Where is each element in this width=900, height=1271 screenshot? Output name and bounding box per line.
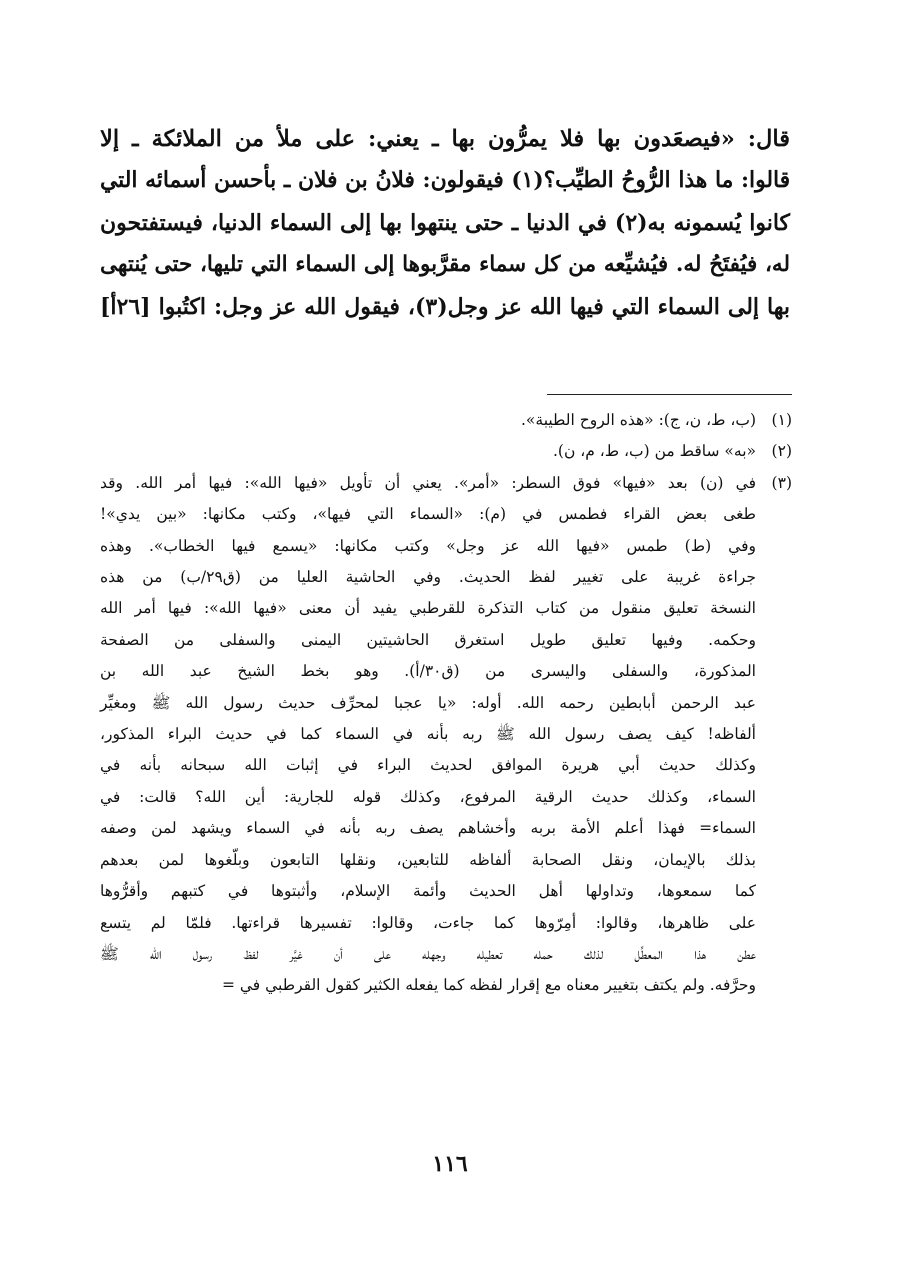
footnote-line: وفي (ط) طمس «فيها الله عز وجل» وكتب مكانها: «يسمع فيها الخطاب». وهذه <box>100 536 756 555</box>
footnote-line: (ب، ط، ن، ج): «هذه الروح الطيبة». <box>520 411 756 429</box>
footnote-line: المذكورة، والسفلى واليسرى من (ق٣٠/أ). وهو بخط الشيخ عبد الله بن <box>100 662 756 681</box>
footnote-line: عبد الرحمن أبابطين رحمه الله. أوله: «يا عجبا لمحرِّف حديث رسول الله ﷺ ومغيِّر <box>100 693 756 712</box>
main-text-line: قالوا: ما هذا الرُّوحُ الطيِّب؟(١) فيقولون: فلانُ بن فلان ـ بأحسن أسمائه التي <box>100 168 790 193</box>
main-text-line: بها إلى السماء التي فيها الله عز وجل(٣)، فيقول الله عز وجل: اكتُبوا [٢٦أ] <box>100 294 791 320</box>
footnote-number: (٢) <box>771 442 792 461</box>
footnote-1 <box>100 405 792 436</box>
footnote-divider <box>547 394 792 395</box>
footnote-number: (٣) <box>771 473 792 492</box>
footnote-line: عطن هذا المعطِّل لذلك حمله تعطيله وجهله على أن غيَّر لفظ رسول الله ﷺ <box>100 944 756 963</box>
footnote-line: السماء= فهذا أعلم الأمة بربه وأخشاهم يصف ربه بأنه في السماء ويشهد لمن وصفه <box>100 819 756 838</box>
footnote-line: وحرَّفه. ولم يكتف بتغيير معناه مع إقرار لفظه كما يفعله الكثير كقول القرطبي في = <box>221 976 756 995</box>
footnote-line: جراءة غريبة على تغيير لفظ الحديث. وفي الحاشية العليا من (ق٢٩/ب) من هذه <box>100 568 756 587</box>
footnote-line: وكذلك حديث أبي هريرة الموافق لحديث البراء في إثبات الله سبحانه بأنه في <box>100 756 756 775</box>
main-text-line: قال: «فيصعَدون بها فلا يمرُّون بها ـ يعني: على ملأ من الملائكة ـ إلا <box>100 126 790 152</box>
footnote-2 <box>100 436 792 467</box>
footnote-line: النسخة تعليق منقول من كتاب التذكرة للقرطبي يفيد أن معنى «فيها الله»: فيها أمر الله <box>100 599 756 618</box>
footnote-line: ألفاظه! كيف يصف رسول الله ﷺ ربه بأنه في السماء كما في حديث البراء المذكور، <box>100 725 756 744</box>
main-text-line: كانوا يُسمونه به(٢) في الدنيا ـ حتى ينتهوا بها إلى السماء الدنيا، فيستفتحون <box>100 210 790 236</box>
footnote-body <box>100 405 756 436</box>
footnote-number: (١) <box>771 411 792 429</box>
footnote-line: طغى بعض القراء فطمس في (م): «السماء التي فيها»، وكتب مكانها: «بين يدي»! <box>100 505 756 524</box>
footnote-body <box>100 468 756 1002</box>
footnote-line: السماء، وكذلك حديث الرقية المرفوع، وكذلك قوله للجارية: أين الله؟ قالت: في <box>100 787 756 806</box>
footnote-body <box>100 436 756 467</box>
page-number: ١١٦ <box>432 1151 468 1177</box>
footnote-line: بذلك بالإيمان، ونقل الصحابة ألفاظه للتابعين، ونقلها التابعون وبلّغوها لمن بعدهم <box>100 850 756 869</box>
footnote-line: وحكمه. وفيها تعليق طويل استغرق الحاشيتين اليمنى والسفلى من الصفحة <box>100 630 756 649</box>
footnote-line: في (ن) بعد «فيها» فوق السطر: «أمر». يعني أن تأويل «فيها الله»: فيها أمر الله. وقد <box>100 473 756 492</box>
footnotes-section <box>100 405 792 1002</box>
main-text-block <box>100 118 790 328</box>
footnote-line: على ظاهرها، وقالوا: أمِرّوها كما جاءت، وقالوا: تفسيرها قراءتها. فلمّا لم يتسع <box>100 913 756 932</box>
footnote-line: «به» ساقط من (ب، ط، م، ن). <box>552 442 756 461</box>
footnote-3 <box>100 468 792 1002</box>
footnote-line: كما سمعوها، وتداولها أهل الحديث وأئمة الإسلام، وأثبتوها في كتبهم وأقرُّوها <box>100 882 756 901</box>
main-text-line: له، فيُفتَحُ له. فيُشيِّعه من كل سماء مقرَّبوها إلى السماء التي تليها، حتى يُنتهى <box>100 252 790 277</box>
